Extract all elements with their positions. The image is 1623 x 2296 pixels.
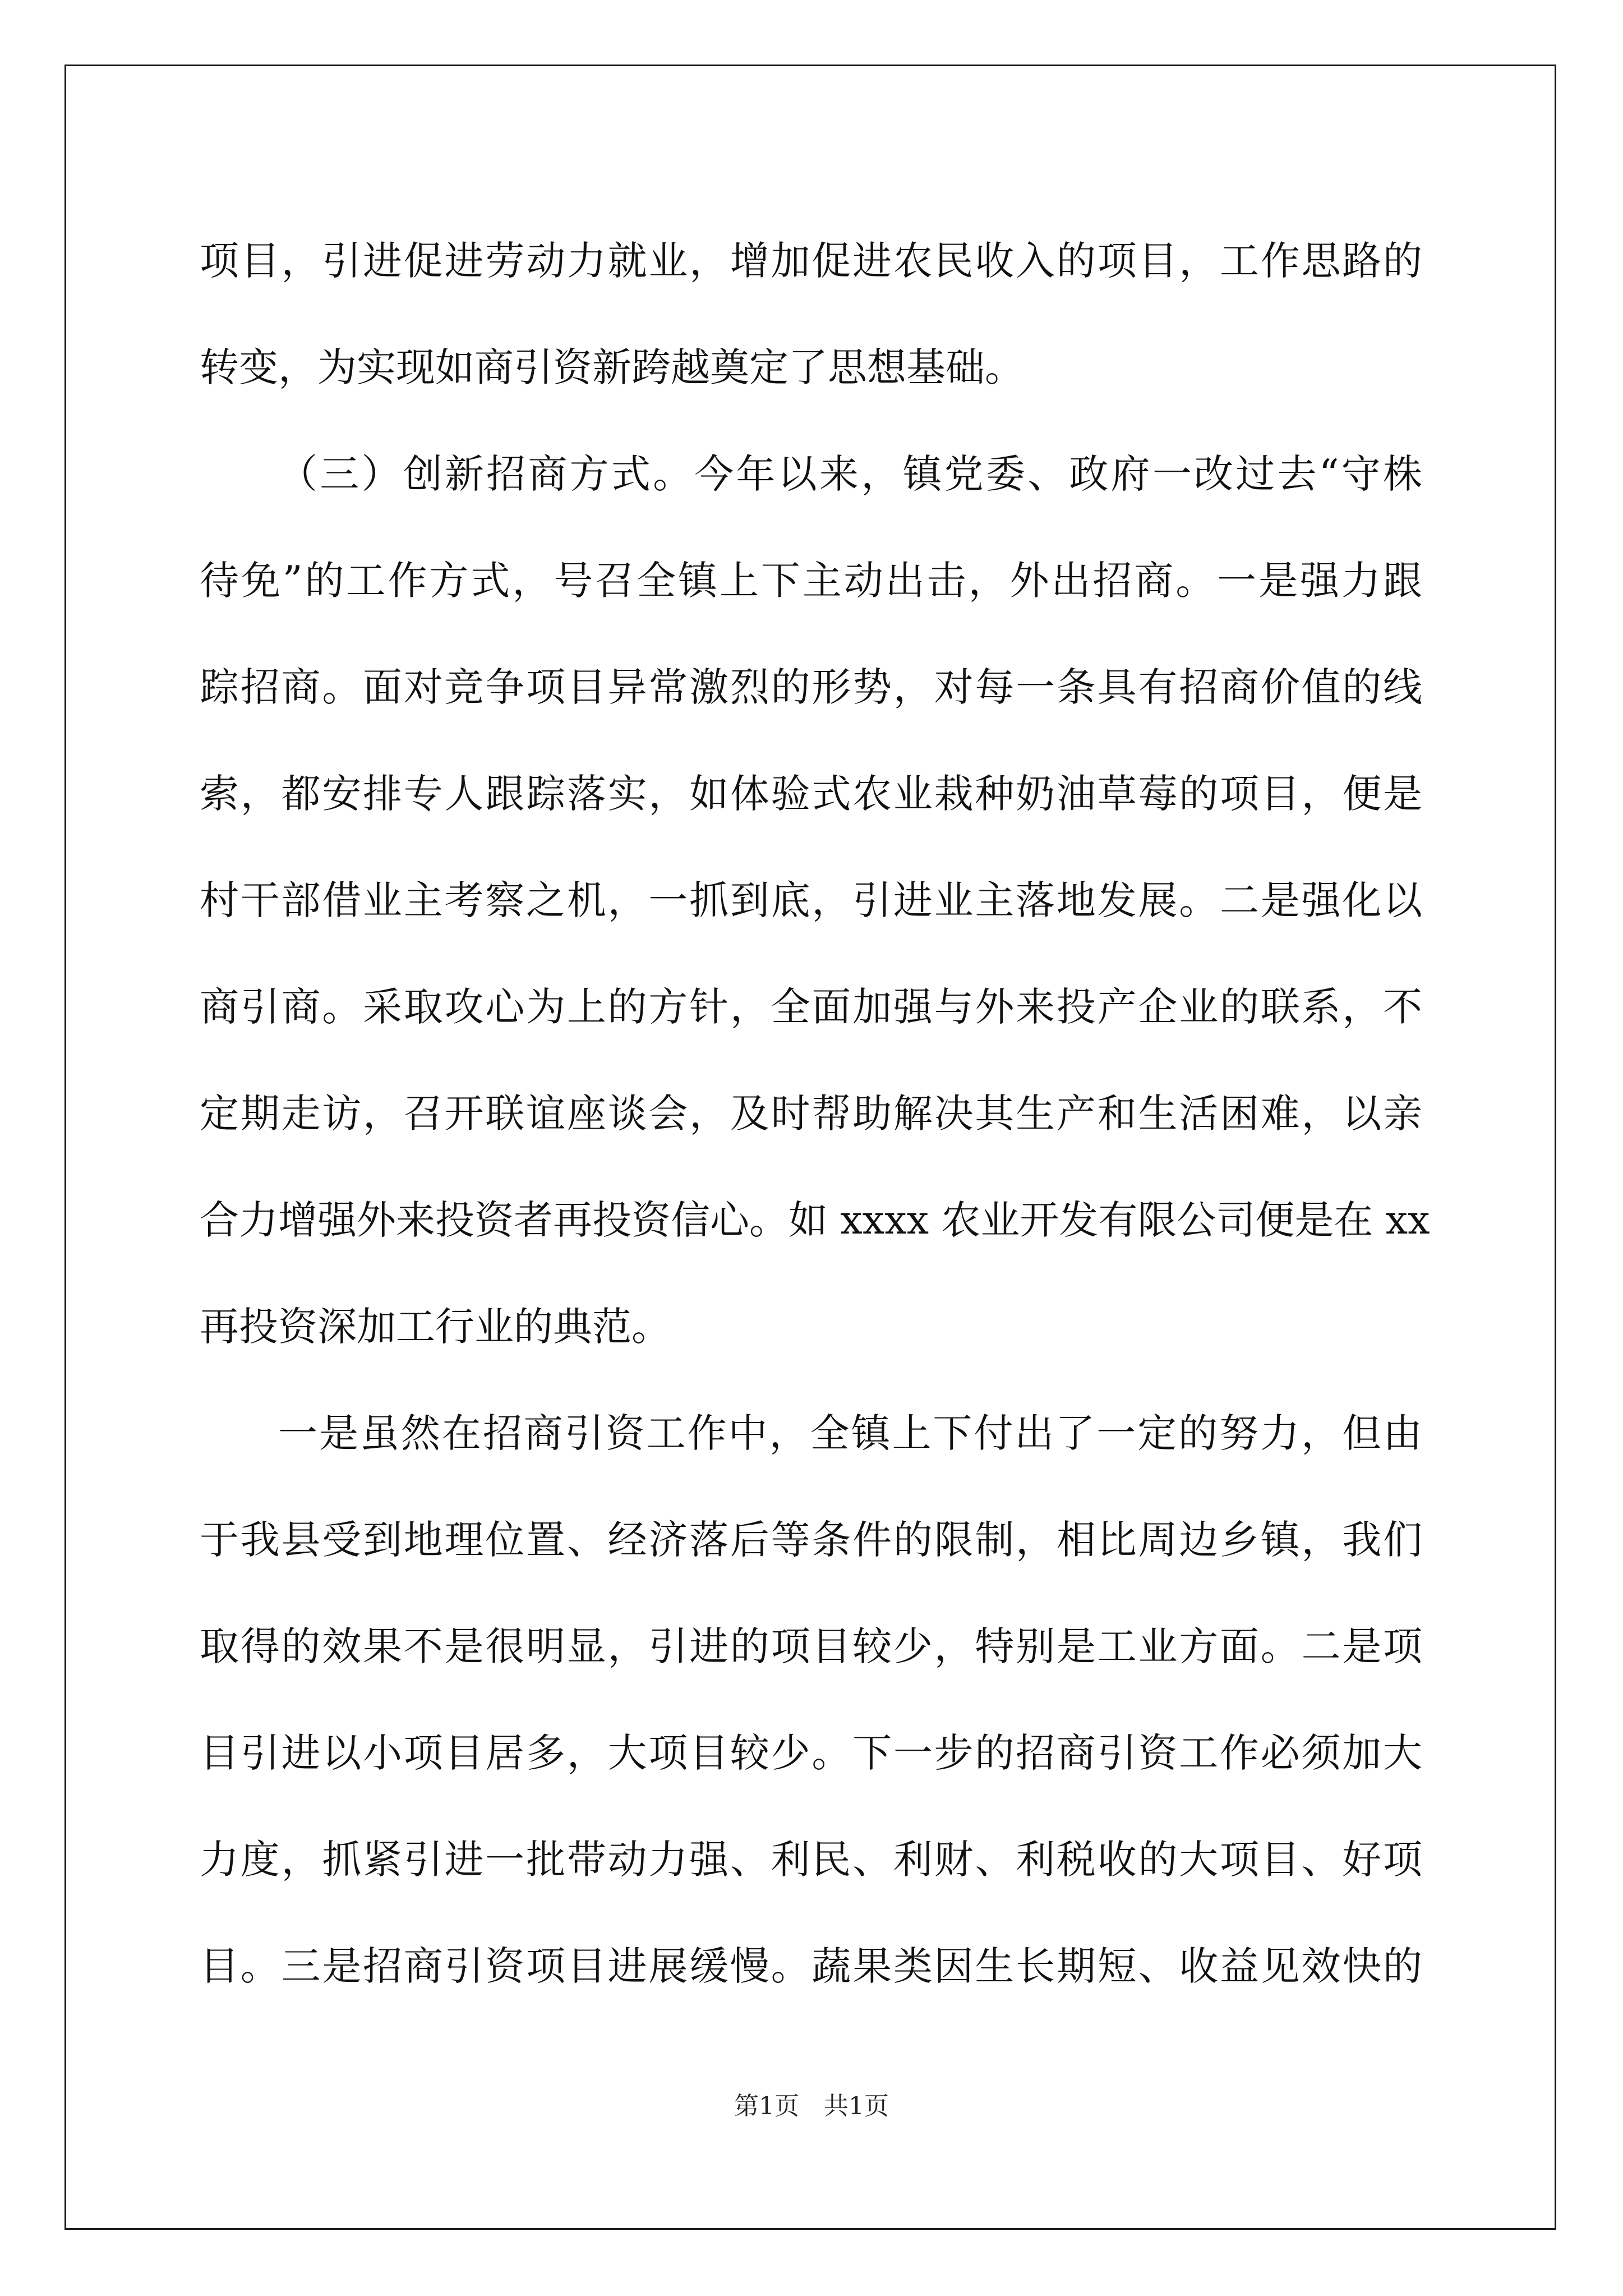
text-line: 索，都安排专人跟踪落实，如体验式农业栽种奶油草莓的项目，便是	[200, 771, 1422, 817]
text-line: 一是虽然在招商引资工作中，全镇上下付出了一定的努力，但由	[278, 1410, 1422, 1456]
page-footer: 第1页 共1页	[734, 2092, 889, 2120]
text-line: 村干部借业主考察之机，一抓到底，引进业主落地发展。二是强化以	[200, 877, 1422, 923]
text-line: 项目，引进促进劳动力就业，增加促进农民收入的项目，工作思路的	[200, 238, 1422, 284]
text-line: 取得的效果不是很明显，引进的项目较少，特别是工业方面。二是项	[200, 1623, 1422, 1669]
text-line: 待免”的工作方式，号召全镇上下主动出击，外出招商。一是强力跟	[200, 558, 1422, 604]
text-line: 再投资深加工行业的典范。	[200, 1304, 671, 1350]
text-line: 商引商。采取攻心为上的方针，全面加强与外来投产企业的联系，不	[200, 984, 1422, 1030]
text-line: 力度，抓紧引进一批带动力强、利民、利财、利税收的大项目、好项	[200, 1837, 1422, 1883]
text-line: 定期走访，召开联谊座谈会，及时帮助解决其生产和生活困难，以亲	[200, 1091, 1422, 1137]
text-line: 目引进以小项目居多，大项目较少。下一步的招商引资工作必须加大	[200, 1730, 1422, 1776]
text-line: （三）创新招商方式。今年以来，镇党委、政府一改过去“守株	[278, 451, 1422, 497]
text-line: 合力增强外来投资者再投资信心。如 xxxx 农业开发有限公司便是在 xx	[200, 1197, 1430, 1243]
text-line: 转变，为实现如商引资新跨越奠定了思想基础。	[200, 344, 1024, 390]
text-line: 目。三是招商引资项目进展缓慢。蔬果类因生长期短、收益见效快的	[200, 1943, 1422, 1989]
text-line: 踪招商。面对竞争项目异常激烈的形势，对每一条具有招商价值的线	[200, 664, 1422, 710]
document-body	[200, 208, 1430, 2019]
text-line: 于我县受到地理位置、经济落后等条件的限制，相比周边乡镇，我们	[200, 1517, 1422, 1563]
